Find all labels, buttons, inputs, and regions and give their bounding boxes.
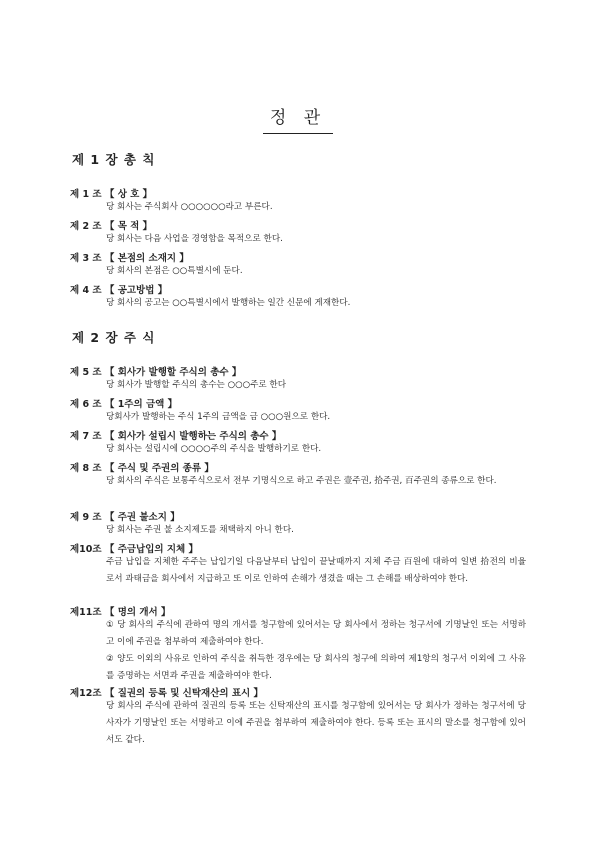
article-paragraph: 당 회사는 주권 불 소지제도를 채택하지 아니 한다.	[106, 525, 294, 535]
article-body	[106, 377, 526, 394]
article-body	[106, 409, 526, 426]
article-body	[106, 295, 526, 312]
article-heading: 제 5 조 【 회사가 발행할 주식의 총수 】	[70, 367, 242, 378]
article-heading: 제 8 조 【 주식 및 주권의 종류 】	[70, 463, 214, 474]
article-paragraph: 당 회사는 설립시에 ○○○○주의 주식을 발행하기로 한다.	[106, 444, 322, 454]
article-paragraph: 당 회사의 본점은 ○○특별시에 둔다.	[106, 266, 243, 276]
article-heading: 제10조 【 주금납입의 지체 】	[70, 544, 199, 555]
article-heading: 제 1 조 【 상 호 】	[70, 189, 153, 200]
article-paragraph: ② 양도 이외의 사유로 인하여 주식을 취득한 경우에는 당 회사의 청구에 의하여 제1항의 청구서 이외에 그 사유를 증명하는 서면과 주권을 제출하여야 한다.	[106, 654, 526, 681]
article-heading: 제 3 조 【 본점의 소재지 】	[70, 253, 189, 264]
article-heading: 제 7 조 【 회사가 설립시 발행하는 주식의 총수 】	[70, 431, 282, 442]
article-body	[106, 441, 526, 458]
article-paragraph: 당 회사는 주식회사 ○○○○○○라고 부른다.	[106, 202, 273, 212]
article-paragraph: 당 회사가 발행할 주식의 총수는 ○○○주로 한다	[106, 380, 287, 390]
chapter-heading: 제 2 장 주 식	[72, 330, 156, 345]
article-paragraph: 당 회사의 주식에 관하여 질권의 등록 또는 신탁재산의 표시를 청구함에 있어서는 당 회사가 정하는 청구서에 당사자가 기명날인 또는 서명하고 이에 주권을 첨부하여 제출하여야 한다. 등록 또는 표시의 말소를 청구함에 있어서도 같다.	[106, 701, 526, 745]
article-heading: 제11조 【 명의 개서 】	[70, 607, 171, 618]
article-paragraph: ① 당 회사의 주식에 관하여 명의 개서를 청구함에 있어서는 당 회사에서 정하는 청구서에 기명날인 또는 서명하고 이에 주권을 첨부하여 제출하여야 한다.	[106, 620, 526, 647]
article-body	[106, 617, 526, 685]
article-paragraph: 당 회사의 공고는 ○○특별시에서 발행하는 일간 신문에 게재한다.	[106, 298, 351, 308]
article-body	[106, 231, 526, 248]
article-paragraph: 당 회사의 주식은 보통주식으로서 전부 기명식으로 하고 주권은 壹주권, 拾주권, 百주권의 종류으로 한다.	[106, 476, 497, 486]
article-heading: 제 9 조 【 주권 불소지 】	[70, 512, 180, 523]
article-body	[106, 199, 526, 216]
article-heading: 제 2 조 【 목 적 】	[70, 221, 153, 232]
article-paragraph: 당회사가 발행하는 주식 1주의 금액을 금 ○○○원으로 한다.	[106, 412, 331, 422]
article-heading: 제12조 【 질권의 등록 및 신탁재산의 표시 】	[70, 688, 264, 699]
article-body	[106, 473, 526, 490]
article-body	[106, 698, 526, 749]
article-body	[106, 263, 526, 280]
document-title: 정 관	[263, 103, 333, 134]
article-body	[106, 522, 526, 539]
article-paragraph: 주금 납입을 지체한 주주는 납입기일 다음날부터 납입이 끝날때까지 지체 주금 百원에 대하여 일변 拾전의 비율로서 과태금을 회사에서 지급하고 또 이로 인하여 손해가 생겼을 때는 그 손해를 배상하여야 한다.	[106, 557, 526, 584]
article-heading: 제 6 조 【 1주의 금액 】	[70, 399, 178, 410]
article-paragraph: 당 회사는 다음 사업을 경영함을 목적으로 한다.	[106, 234, 283, 244]
article-heading: 제 4 조 【 공고방법 】	[70, 285, 168, 296]
chapter-heading: 제 1 장 총 칙	[72, 152, 156, 167]
article-body	[106, 554, 526, 588]
